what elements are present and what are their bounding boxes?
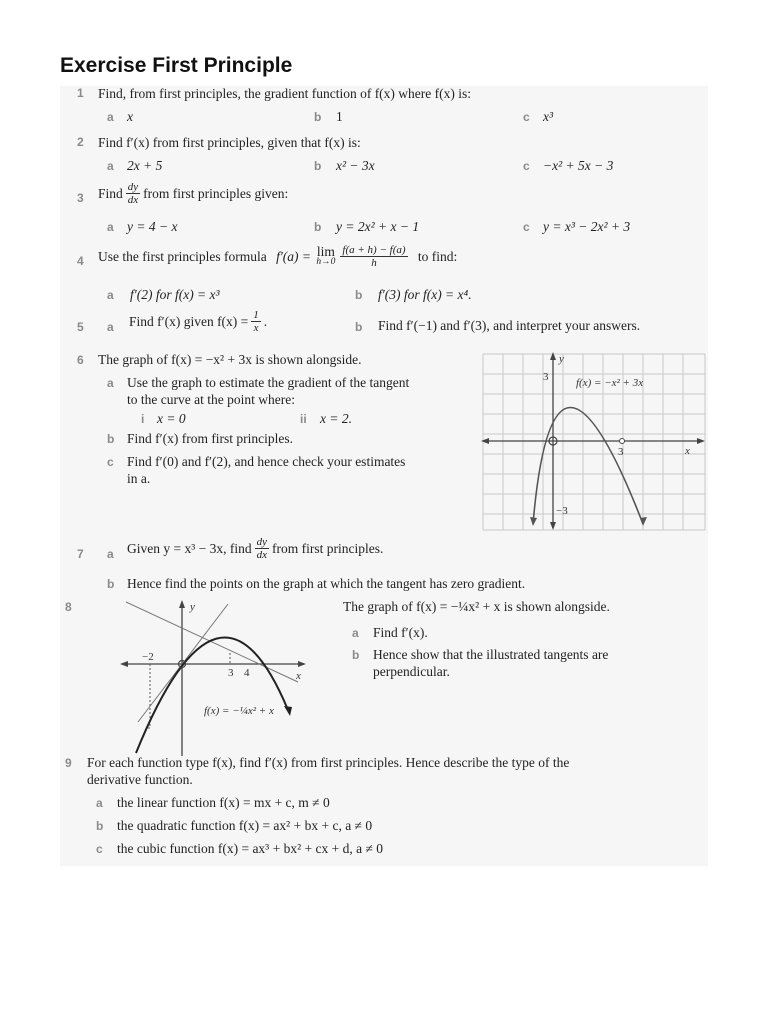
y-tick-label: 3: [543, 371, 549, 383]
question-4-prompt: [98, 244, 457, 269]
graph-q8: [118, 598, 318, 758]
q6-part-c-line1: Find f′(0) and f′(2), and hence check your estimates: [127, 454, 406, 469]
x-tick-label: 3: [618, 446, 624, 458]
question-6-prompt: The graph of f(x) = −x² + 3x is shown alongside.: [98, 352, 362, 367]
y-axis-arrow-up: [179, 600, 185, 608]
curve-arrow-right: [640, 517, 647, 526]
part-label: c: [523, 110, 530, 124]
q3-prompt-post: from first principles given:: [143, 186, 289, 201]
tangent-line-1: [126, 602, 298, 682]
question-number: 6: [77, 353, 84, 367]
question-2-prompt: Find f′(x) from first principles, given that f(x) is:: [98, 135, 361, 150]
q5-part-a: Find f′(x) given f(x) = $\frac{1}{x}$ .: [129, 309, 268, 334]
q6-part-a-line1: Use the graph to estimate the gradient of the tangent: [127, 375, 410, 390]
question-number: 8: [65, 600, 72, 614]
part-label: a: [107, 376, 114, 390]
part-label: c: [523, 220, 530, 234]
curve-arrow-left: [530, 517, 537, 526]
x-axis-label: x: [685, 445, 690, 457]
question-number: 7: [77, 547, 84, 561]
question-number: 4: [77, 254, 84, 268]
part-label: b: [107, 432, 115, 446]
q6-part-a-i: x = 0: [157, 411, 186, 426]
q4-prompt-post: to find:: [417, 249, 458, 264]
question-1-prompt: Find, from first principles, the gradient function of f(x) where f(x) is:: [98, 86, 472, 101]
q3-part-a: y = 4 − x: [127, 219, 178, 234]
question-9-prompt-line1: For each function type f(x), find f′(x) from first principles. Hence describe the type of the: [87, 755, 570, 770]
part-label: b: [355, 320, 363, 334]
graph-q6: [481, 352, 707, 532]
q3-dy: dy: [127, 181, 139, 193]
part-label: a: [107, 220, 114, 234]
q5-part-a-text: Find f′(x) given f(x) =: [129, 314, 249, 329]
part-label: b: [96, 819, 104, 833]
q3-part-c: y = x³ − 2x² + 3: [543, 219, 631, 234]
part-label: a: [107, 110, 114, 124]
q2-part-b: x² − 3x: [336, 158, 375, 173]
q4-part-b: f′(3) for f(x) = x⁴.: [378, 287, 472, 302]
tick-label-minus2: −2: [142, 651, 154, 663]
question-9-prompt-line2: derivative function.: [87, 772, 193, 787]
q8-part-b-line2: perpendicular.: [373, 664, 450, 679]
tick-label-4: 4: [244, 667, 250, 679]
part-label: a: [107, 288, 114, 302]
part-label: ii: [300, 412, 307, 426]
q7-part-a: [127, 536, 383, 561]
x-axis-arrow-right: [298, 661, 306, 667]
part-label: b: [107, 577, 115, 591]
q6-part-a-line2: to the curve at the point where:: [127, 392, 295, 407]
q4-lim-sub: h→0: [316, 256, 336, 267]
part-label: c: [96, 842, 103, 856]
y-axis-label: y: [559, 353, 564, 365]
parabola-curve: [533, 408, 643, 525]
q2-part-c: −x² + 5x − 3: [543, 158, 614, 173]
page-title: Exercise First Principle: [60, 54, 293, 77]
part-label: a: [107, 159, 114, 173]
q6-part-a-ii: x = 2.: [320, 411, 352, 426]
question-8-prompt: The graph of f(x) = −¼x² + x is shown alongside.: [343, 599, 610, 614]
part-label: b: [352, 648, 360, 662]
q4-denominator: h: [371, 257, 377, 269]
part-label: c: [107, 455, 114, 469]
question-number: 5: [77, 320, 84, 334]
q9-part-a: the linear function f(x) = mx + c, m ≠ 0: [117, 795, 330, 810]
question-number: 3: [77, 191, 84, 205]
q7-dx: dx: [256, 549, 268, 561]
q1-part-c: x³: [543, 109, 554, 124]
part-label: i: [141, 412, 145, 426]
part-label: c: [523, 159, 530, 173]
part-label: a: [96, 796, 103, 810]
question-number: 1: [77, 86, 84, 100]
question-3-prompt: [98, 181, 288, 206]
q5-denominator: x: [253, 322, 259, 334]
y-axis-arrow-up: [550, 352, 556, 360]
q7-dy: dy: [256, 536, 268, 548]
q4-part-a: f′(2) for f(x) = x³: [130, 287, 220, 302]
y-tick-label-negative: −3: [556, 505, 568, 517]
q1-part-a: x: [127, 109, 133, 124]
x-axis-arrow-right: [697, 438, 705, 444]
curve-label: f(x) = −x² + 3x: [576, 377, 644, 389]
y-axis-arrow-down: [550, 522, 556, 530]
x-axis-arrow-left: [481, 438, 489, 444]
curve-arrow: [284, 706, 292, 716]
q5-numerator: 1: [253, 309, 259, 321]
q4-prompt-pre: Use the first principles formula: [98, 249, 267, 264]
q3-dx: dx: [127, 194, 139, 206]
y-axis-label: y: [190, 601, 195, 613]
part-label: b: [314, 110, 322, 124]
q7-part-a-pre: Given y = x³ − 3x, find: [127, 541, 252, 556]
q2-part-a: 2x + 5: [127, 158, 163, 173]
q8-part-b-line1: Hence show that the illustrated tangents are: [373, 647, 609, 662]
q1-part-b: 1: [336, 109, 343, 124]
part-label: a: [107, 320, 114, 334]
part-label: b: [355, 288, 363, 302]
tick-label-3: 3: [228, 667, 234, 679]
q7-part-a-post: from first principles.: [272, 541, 384, 556]
q7-part-b: Hence find the points on the graph at which the tangent has zero gradient.: [127, 576, 526, 591]
q3-part-b: y = 2x² + x − 1: [336, 219, 420, 234]
q4-numerator: f(a + h) − f(a): [342, 244, 406, 256]
question-number: 9: [65, 756, 72, 770]
curve-label: f(x) = −¼x² + x: [204, 705, 274, 717]
q4-lim: lim: [316, 243, 335, 259]
q8-part-a: Find f′(x).: [373, 625, 428, 640]
part-label: b: [314, 159, 322, 173]
q4-lhs: f′(a) =: [276, 249, 312, 264]
x-axis-arrow-left: [120, 661, 128, 667]
part-label: b: [314, 220, 322, 234]
q9-part-c: the cubic function f(x) = ax³ + bx² + cx + d, a ≠ 0: [117, 841, 384, 856]
x-axis-label: x: [296, 670, 301, 682]
q9-part-b: the quadratic function f(x) = ax² + bx + c, a ≠ 0: [117, 818, 373, 833]
q6-part-c-line2: in a.: [127, 471, 151, 486]
q6-part-b: Find f′(x) from first principles.: [127, 431, 294, 446]
part-label: a: [107, 547, 114, 561]
q3-prompt-pre: Find: [98, 186, 123, 201]
q5-part-b: Find f′(−1) and f′(3), and interpret your answers.: [378, 318, 641, 333]
root-point: [620, 439, 625, 444]
question-number: 2: [77, 135, 84, 149]
part-label: a: [352, 626, 359, 640]
